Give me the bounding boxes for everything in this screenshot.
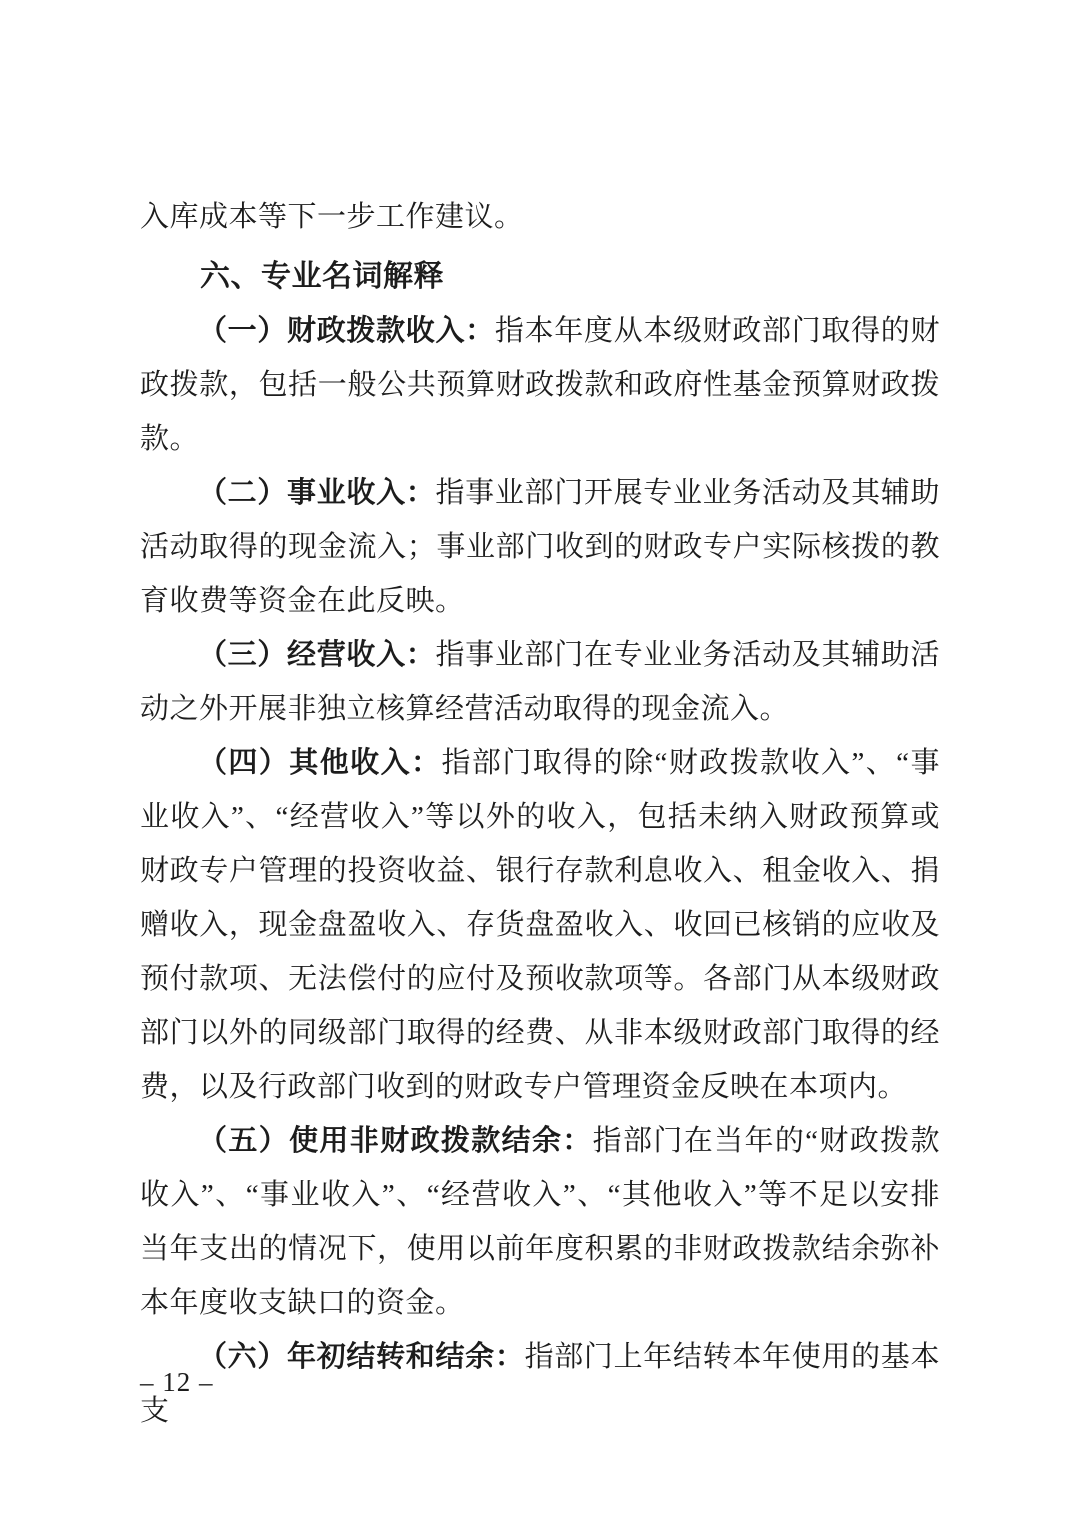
definition-term-5: （五）使用非财政拨款结余： <box>198 1125 593 1157</box>
definition-paragraph-2 <box>140 466 940 628</box>
definition-term-4: （四）其他收入： <box>198 747 442 779</box>
definition-paragraph-1 <box>140 304 940 466</box>
definition-paragraph-5 <box>140 1114 940 1330</box>
continuation-paragraph: 入库成本等下一步工作建议。 <box>140 201 524 233</box>
definition-text-1: 指本年度从本级财政部门取得的财政拨款，包括一般公共预算财政拨款和政府性基金预算财政拨款。 <box>140 315 940 455</box>
definition-text-5: 指部门在当年的“财政拨款收入”、“事业收入”、“经营收入”、“其他收入”等不足以安排当年支出的情况下，使用以前年度积累的非财政拨款结余弥补本年度收支缺口的资金。 <box>140 1125 940 1319</box>
definition-term-2: （二）事业收入： <box>198 477 436 509</box>
document-body <box>140 190 940 1438</box>
section-heading: 六、专业名词解释 <box>200 260 444 293</box>
definition-term-1: （一）财政拨款收入： <box>198 315 495 347</box>
definition-text-4: 指部门取得的除“财政拨款收入”、“事业收入”、“经营收入”等以外的收入，包括未纳入财政预算或财政专户管理的投资收益、银行存款利息收入、租金收入、捐赠收入，现金盘盈收入、存货盘盈收入、收回已核销的应收及预付款项、无法偿付的应付及预收款项等。各部门从本级财政部门以外的同级部门取得的经费、从非本级财政部门取得的经费，以及行政部门收到的财政专户管理资金反映在本项内。 <box>140 747 940 1103</box>
definition-paragraph-3 <box>140 628 940 736</box>
definition-paragraph-4 <box>140 736 940 1114</box>
definition-text-6: 指部门上年结转本年使用的基本支 <box>140 1341 940 1427</box>
definition-term-3: （三）经营收入： <box>198 639 436 671</box>
definition-text-2: 指事业部门开展专业业务活动及其辅助活动取得的现金流入；事业部门收到的财政专户实际核拨的教育收费等资金在此反映。 <box>140 477 940 617</box>
page-number: – 12 – <box>140 1367 214 1397</box>
definition-text-3: 指事业部门在专业业务活动及其辅助活动之外开展非独立核算经营活动取得的现金流入。 <box>140 639 940 725</box>
definition-paragraph-6 <box>140 1330 940 1438</box>
definition-term-6: （六）年初结转和结余： <box>198 1341 525 1373</box>
